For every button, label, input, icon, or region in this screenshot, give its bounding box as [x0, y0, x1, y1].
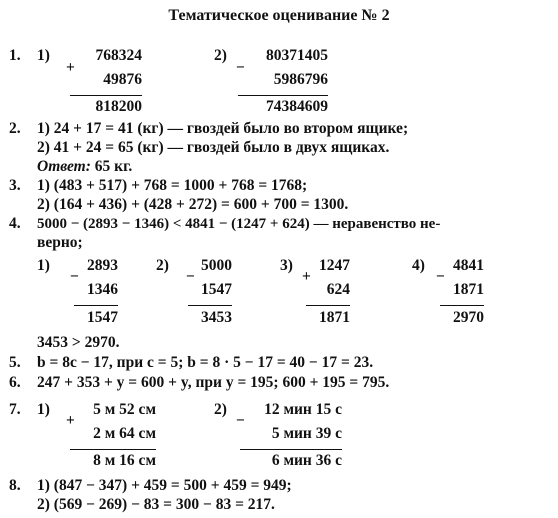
task-4-col-4-label: 4)	[412, 257, 425, 274]
task-7b-result: 6 мин 36 с	[271, 452, 342, 469]
task-7-number: 7.	[9, 401, 21, 418]
task-4-col-1-label: 1)	[37, 257, 50, 274]
task-4-col-2-top: 5000	[201, 257, 232, 274]
task-7a-bottom: 2 м 64 см	[93, 425, 156, 442]
task-7b-operator: −	[236, 412, 245, 429]
task-7b-top: 12 мин 15 с	[264, 401, 342, 418]
task-1a-top: 768324	[95, 47, 142, 64]
task-1a-bottom: 49876	[103, 71, 142, 88]
task-8-line-2: 2) (569 − 269) − 83 = 300 − 83 = 217.	[37, 496, 275, 513]
task-4-col-3-rule	[306, 305, 350, 306]
task-7a-rule	[70, 449, 156, 450]
task-8-line-1: 1) (847 − 347) + 459 = 500 + 459 = 949;	[37, 477, 292, 494]
task-4-number: 4.	[9, 215, 21, 232]
task-3-number: 3.	[9, 177, 21, 194]
task-4-col-2-result: 3453	[201, 309, 232, 326]
task-6-number: 6.	[9, 374, 21, 391]
task-4-col-4-operator: −	[436, 268, 445, 285]
task-1-number: 1.	[9, 47, 21, 64]
task-4-col-3-result: 1871	[319, 309, 350, 326]
task-7b-rule	[240, 449, 342, 450]
task-1b-operator: −	[236, 59, 245, 76]
task-3-line-2: 2) (164 + 436) + (428 + 272) = 600 + 700 = 1300.	[37, 196, 349, 213]
task-1a-result: 818200	[95, 98, 142, 115]
task-1a-operator: +	[66, 59, 75, 76]
task-1b-rule	[238, 95, 328, 96]
task-4-col-4-rule	[440, 305, 484, 306]
task-2-answer	[37, 157, 132, 177]
task-7a-result: 8 м 16 см	[93, 452, 156, 469]
task-1a-label: 1)	[37, 47, 50, 64]
task-4-col-3-top: 1247	[319, 257, 350, 274]
answer-value: 65 кг.	[90, 158, 133, 175]
task-4-col-1-bottom: 1346	[87, 281, 118, 298]
task-7a-operator: +	[66, 412, 75, 429]
task-4-col-3-label: 3)	[280, 257, 293, 274]
task-2-line-1: 1) 24 + 17 = 41 (кг) — гвоздей было во втором ящике;	[37, 120, 409, 137]
task-1b-bottom: 5986796	[273, 71, 328, 88]
task-5-number: 5.	[9, 354, 21, 371]
task-4-col-4-result: 2970	[453, 309, 484, 326]
task-4-col-2-operator: −	[186, 268, 195, 285]
task-8-number: 8.	[9, 477, 21, 494]
task-1b-result: 74384609	[266, 98, 328, 115]
task-7b-bottom: 5 мин 39 с	[271, 425, 342, 442]
answer-label: Ответ:	[37, 158, 91, 175]
task-1a-rule	[70, 95, 142, 96]
task-2-number: 2.	[9, 120, 21, 137]
task-4-col-2-rule	[188, 305, 232, 306]
page-title: Тематическое оценивание № 2	[168, 7, 390, 24]
task-3-line-1: 1) (483 + 517) + 768 = 1000 + 768 = 1768;	[37, 177, 308, 194]
task-4-conclusion: 3453 > 2970.	[37, 334, 120, 351]
task-4-line-1: 5000 − (2893 − 1346) < 4841 − (1247 + 624) — неравенство не-	[37, 216, 441, 232]
task-4-col-3-bottom: 624	[326, 281, 350, 298]
task-4-col-4-bottom: 1871	[453, 281, 484, 298]
task-4-col-1-result: 1547	[87, 309, 118, 326]
task-1b-label: 2)	[214, 47, 227, 64]
task-4-line-2: верно;	[37, 234, 83, 251]
task-4-col-1-top: 2893	[87, 257, 118, 274]
task-7b-label: 2)	[214, 401, 227, 418]
task-7a-top: 5 м 52 см	[93, 401, 156, 418]
task-4-col-2-label: 2)	[156, 257, 169, 274]
task-4-col-1-operator: −	[70, 268, 79, 285]
task-4-col-3-operator: +	[302, 268, 311, 285]
task-2-line-2: 2) 41 + 24 = 65 (кг) — гвоздей было в двух ящиках.	[37, 139, 390, 156]
task-4-col-2-bottom: 1547	[201, 281, 232, 298]
task-5-text: b = 8c − 17, при c = 5; b = 8 · 5 − 17 = 40 − 17 = 23.	[37, 354, 374, 371]
task-7a-label: 1)	[37, 401, 50, 418]
task-6-text: 247 + 353 + y = 600 + y, при y = 195; 600 + 195 = 795.	[37, 374, 390, 391]
task-4-col-1-rule	[74, 305, 118, 306]
task-1b-top: 80371405	[266, 47, 328, 64]
task-4-col-4-top: 4841	[453, 257, 484, 274]
